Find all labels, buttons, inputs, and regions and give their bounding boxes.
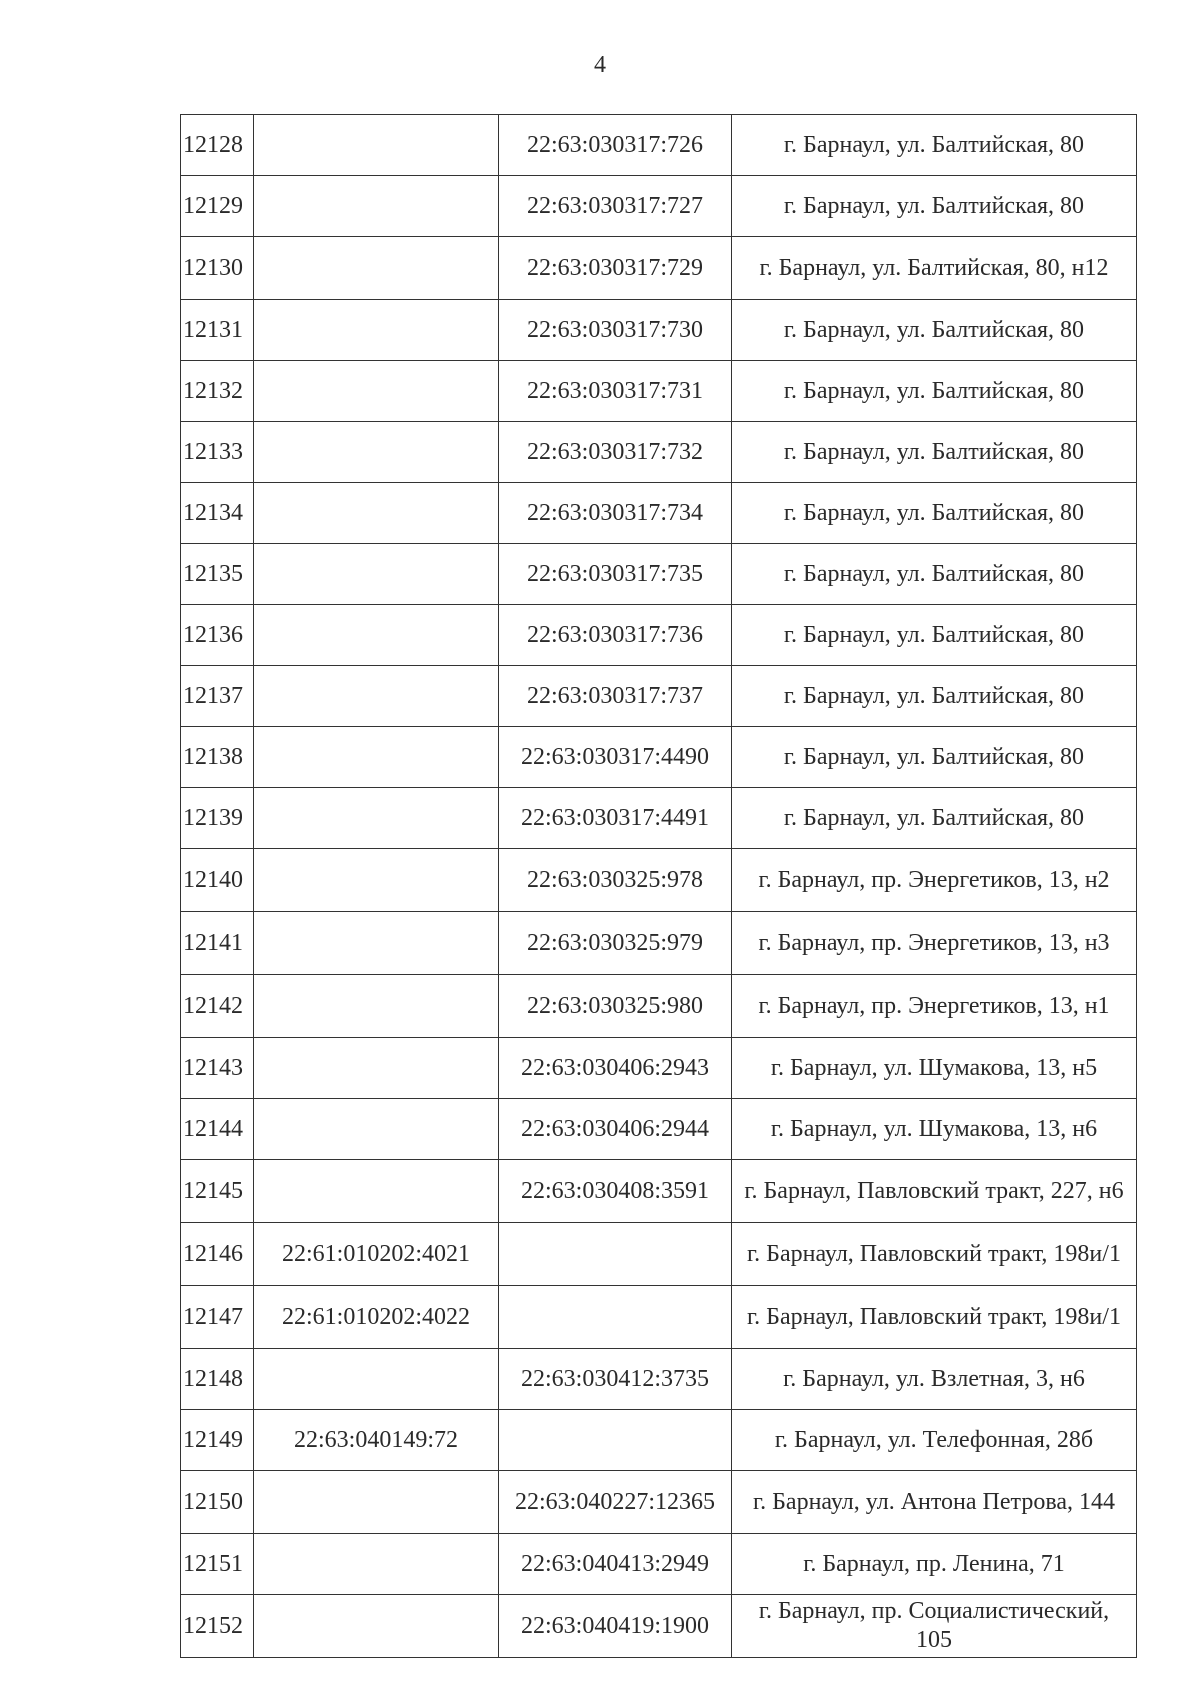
table-row xyxy=(181,1349,1137,1410)
object-cadastral-number: 22:63:040419:1900 xyxy=(499,1595,732,1658)
table-row xyxy=(181,176,1137,237)
table-row xyxy=(181,788,1137,849)
address: г. Барнаул, ул. Антона Петрова, 144 xyxy=(732,1471,1137,1534)
row-number: 12130 xyxy=(181,237,254,300)
land-cadastral-number xyxy=(254,176,499,237)
row-number: 12141 xyxy=(181,912,254,975)
row-number: 12149 xyxy=(181,1410,254,1471)
address: г. Барнаул, ул. Телефонная, 28б xyxy=(732,1410,1137,1471)
row-number: 12134 xyxy=(181,483,254,544)
object-cadastral-number xyxy=(499,1286,732,1349)
table-row xyxy=(181,1286,1137,1349)
object-cadastral-number: 22:63:040227:12365 xyxy=(499,1471,732,1534)
land-cadastral-number xyxy=(254,1099,499,1160)
address: г. Барнаул, пр. Энергетиков, 13, н2 xyxy=(732,849,1137,912)
object-cadastral-number: 22:63:030317:729 xyxy=(499,237,732,300)
land-cadastral-number xyxy=(254,300,499,361)
address: г. Барнаул, ул. Балтийская, 80 xyxy=(732,361,1137,422)
table-row xyxy=(181,727,1137,788)
table-row xyxy=(181,912,1137,975)
land-cadastral-number xyxy=(254,605,499,666)
table-row xyxy=(181,422,1137,483)
land-cadastral-number xyxy=(254,115,499,176)
address: г. Барнаул, Павловский тракт, 227, н6 xyxy=(732,1160,1137,1223)
table-row xyxy=(181,1099,1137,1160)
object-cadastral-number: 22:63:030317:737 xyxy=(499,666,732,727)
table-row xyxy=(181,544,1137,605)
row-number: 12142 xyxy=(181,975,254,1038)
land-cadastral-number xyxy=(254,1160,499,1223)
row-number: 12151 xyxy=(181,1534,254,1595)
table-row xyxy=(181,1534,1137,1595)
land-cadastral-number xyxy=(254,237,499,300)
address: г. Барнаул, пр. Энергетиков, 13, н1 xyxy=(732,975,1137,1038)
row-number: 12152 xyxy=(181,1595,254,1658)
address: г. Барнаул, пр. Ленина, 71 xyxy=(732,1534,1137,1595)
address: г. Барнаул, ул. Взлетная, 3, н6 xyxy=(732,1349,1137,1410)
land-cadastral-number xyxy=(254,912,499,975)
address: г. Барнаул, ул. Балтийская, 80 xyxy=(732,115,1137,176)
table-row xyxy=(181,1160,1137,1223)
table-row xyxy=(181,1410,1137,1471)
row-number: 12131 xyxy=(181,300,254,361)
object-cadastral-number xyxy=(499,1410,732,1471)
object-cadastral-number: 22:63:030317:731 xyxy=(499,361,732,422)
row-number: 12132 xyxy=(181,361,254,422)
address: г. Барнаул, Павловский тракт, 198и/1 xyxy=(732,1286,1137,1349)
address: г. Барнаул, пр. Энергетиков, 13, н3 xyxy=(732,912,1137,975)
object-cadastral-number: 22:63:030317:735 xyxy=(499,544,732,605)
address: г. Барнаул, ул. Балтийская, 80 xyxy=(732,605,1137,666)
address: г. Барнаул, ул. Балтийская, 80 xyxy=(732,666,1137,727)
table-row xyxy=(181,1595,1137,1658)
object-cadastral-number: 22:63:030317:730 xyxy=(499,300,732,361)
row-number: 12145 xyxy=(181,1160,254,1223)
address: г. Барнаул, Павловский тракт, 198и/1 xyxy=(732,1223,1137,1286)
row-number: 12148 xyxy=(181,1349,254,1410)
table-row xyxy=(181,115,1137,176)
row-number: 12139 xyxy=(181,788,254,849)
table-row xyxy=(181,361,1137,422)
address: г. Барнаул, ул. Балтийская, 80 xyxy=(732,422,1137,483)
land-cadastral-number xyxy=(254,666,499,727)
object-cadastral-number: 22:63:030317:734 xyxy=(499,483,732,544)
land-cadastral-number xyxy=(254,1349,499,1410)
land-cadastral-number xyxy=(254,975,499,1038)
object-cadastral-number: 22:63:030325:980 xyxy=(499,975,732,1038)
page-number: 4 xyxy=(594,52,606,78)
row-number: 12144 xyxy=(181,1099,254,1160)
row-number: 12146 xyxy=(181,1223,254,1286)
object-cadastral-number xyxy=(499,1223,732,1286)
row-number: 12133 xyxy=(181,422,254,483)
object-cadastral-number: 22:63:030408:3591 xyxy=(499,1160,732,1223)
row-number: 12150 xyxy=(181,1471,254,1534)
land-cadastral-number xyxy=(254,1471,499,1534)
object-cadastral-number: 22:63:030317:726 xyxy=(499,115,732,176)
object-cadastral-number: 22:63:030317:732 xyxy=(499,422,732,483)
property-registry-table xyxy=(180,114,1137,1658)
land-cadastral-number xyxy=(254,1595,499,1658)
row-number: 12128 xyxy=(181,115,254,176)
row-number: 12137 xyxy=(181,666,254,727)
row-number: 12136 xyxy=(181,605,254,666)
land-cadastral-number xyxy=(254,849,499,912)
object-cadastral-number: 22:63:030325:979 xyxy=(499,912,732,975)
address: г. Барнаул, ул. Балтийская, 80 xyxy=(732,176,1137,237)
address: г. Барнаул, ул. Балтийская, 80 xyxy=(732,788,1137,849)
table-row xyxy=(181,483,1137,544)
land-cadastral-number: 22:63:040149:72 xyxy=(254,1410,499,1471)
address: г. Барнаул, ул. Шумакова, 13, н5 xyxy=(732,1038,1137,1099)
object-cadastral-number: 22:63:030325:978 xyxy=(499,849,732,912)
table-row xyxy=(181,1223,1137,1286)
row-number: 12129 xyxy=(181,176,254,237)
object-cadastral-number: 22:63:030406:2944 xyxy=(499,1099,732,1160)
object-cadastral-number: 22:63:030317:4491 xyxy=(499,788,732,849)
land-cadastral-number xyxy=(254,422,499,483)
object-cadastral-number: 22:63:030317:736 xyxy=(499,605,732,666)
object-cadastral-number: 22:63:030317:4490 xyxy=(499,727,732,788)
table-row xyxy=(181,237,1137,300)
land-cadastral-number xyxy=(254,544,499,605)
address: г. Барнаул, ул. Балтийская, 80 xyxy=(732,483,1137,544)
address: г. Барнаул, ул. Балтийская, 80 xyxy=(732,727,1137,788)
land-cadastral-number xyxy=(254,727,499,788)
table-row xyxy=(181,605,1137,666)
land-cadastral-number xyxy=(254,788,499,849)
land-cadastral-number xyxy=(254,1534,499,1595)
object-cadastral-number: 22:63:030317:727 xyxy=(499,176,732,237)
address: г. Барнаул, ул. Балтийская, 80 xyxy=(732,300,1137,361)
land-cadastral-number xyxy=(254,1038,499,1099)
land-cadastral-number: 22:61:010202:4021 xyxy=(254,1223,499,1286)
land-cadastral-number xyxy=(254,483,499,544)
land-cadastral-number: 22:61:010202:4022 xyxy=(254,1286,499,1349)
row-number: 12143 xyxy=(181,1038,254,1099)
table-row xyxy=(181,849,1137,912)
address: г. Барнаул, ул. Балтийская, 80 xyxy=(732,544,1137,605)
table-row xyxy=(181,1038,1137,1099)
row-number: 12135 xyxy=(181,544,254,605)
row-number: 12147 xyxy=(181,1286,254,1349)
object-cadastral-number: 22:63:030406:2943 xyxy=(499,1038,732,1099)
object-cadastral-number: 22:63:030412:3735 xyxy=(499,1349,732,1410)
table-row xyxy=(181,975,1137,1038)
address: г. Барнаул, ул. Балтийская, 80, н12 xyxy=(732,237,1137,300)
land-cadastral-number xyxy=(254,361,499,422)
table-row xyxy=(181,666,1137,727)
table-row xyxy=(181,300,1137,361)
address: г. Барнаул, ул. Шумакова, 13, н6 xyxy=(732,1099,1137,1160)
address: г. Барнаул, пр. Социалистический, 105 xyxy=(732,1595,1137,1658)
row-number: 12140 xyxy=(181,849,254,912)
object-cadastral-number: 22:63:040413:2949 xyxy=(499,1534,732,1595)
table-row xyxy=(181,1471,1137,1534)
row-number: 12138 xyxy=(181,727,254,788)
